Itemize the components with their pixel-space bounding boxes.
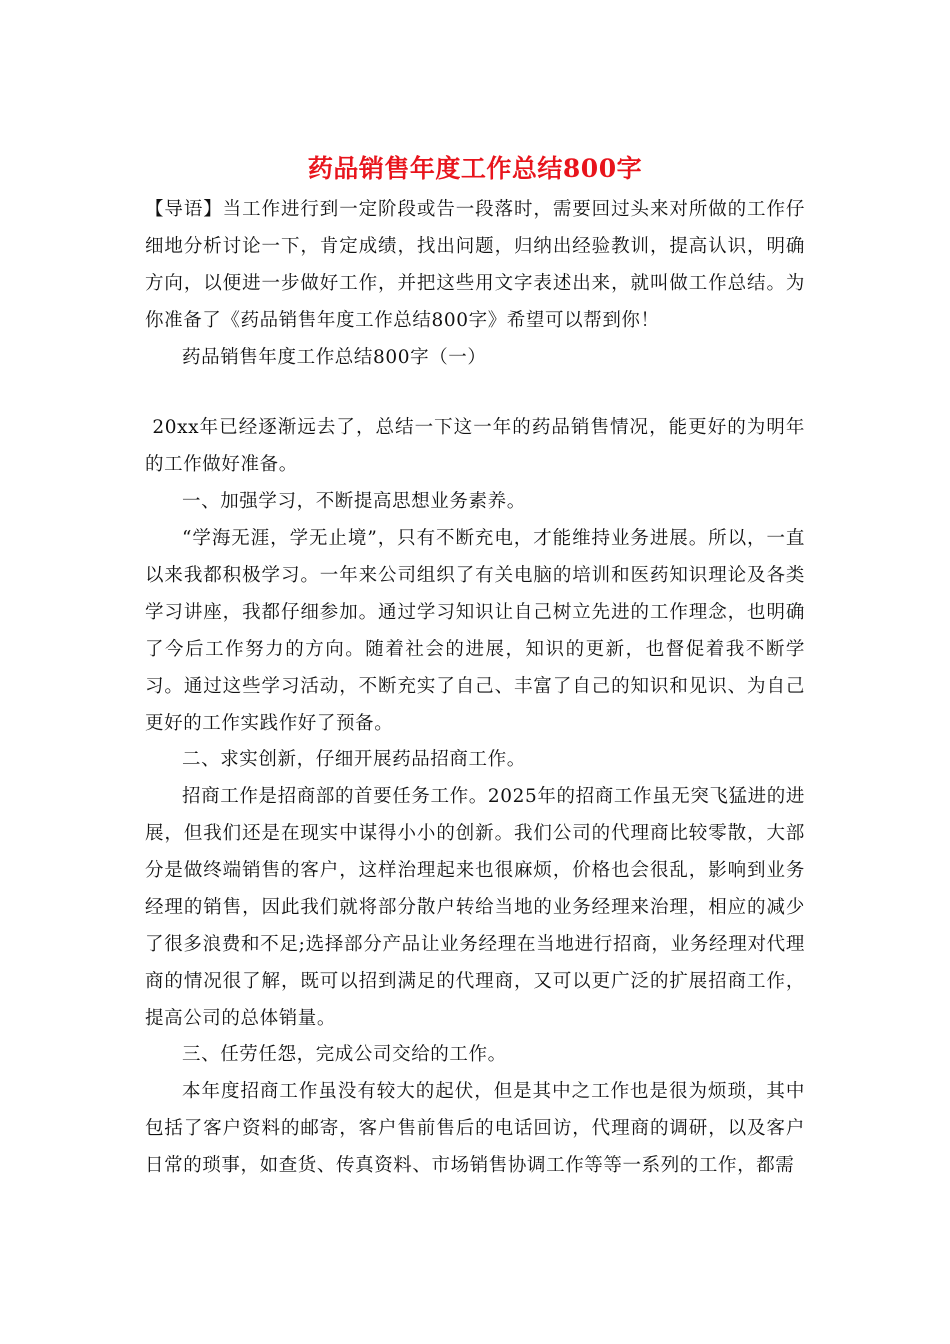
intro-paragraph: 【导语】当工作进行到一定阶段或告一段落时，需要回过头来对所做的工作仔细地分析讨论一下，肯定成绩，找出问题，归纳出经验教训，提高认识，明确方向，以便进一步做好工作，并把这些用文字表述出来，就叫做工作总结。为你准备了《药品销售年度工作总结800字》希望可以帮到你！ bbox=[145, 199, 805, 331]
paragraph-investment: 招商工作是招商部的首要任务工作。2025年的招商工作虽无突飞猛进的进展，但我们还是在现实中谋得小小的创新。我们公司的代理商比较零散，大部分是做终端销售的客户，这样治理起来也很麻烦，价格也会很乱，影响到业务经理的销售，因此我们就将部分散户转给当地的业务经理来治理，相应的减少了很多浪费和不足;选择部分产品让业务经理在当地进行招商，业务经理对代理商的情况很了解，既可以招到满足的代理商，又可以更广泛的扩展招商工作，提高公司的总体销量。 bbox=[145, 786, 805, 1029]
document-title: 药品销售年度工作总结800字 bbox=[307, 154, 643, 183]
heading-three: 三、任劳任怨，完成公司交给的工作。 bbox=[182, 1044, 507, 1065]
paragraph-opening: 20xx年已经逐渐远去了，总结一下这一年的药品销售情况，能更好的为明年的工作做好准备。 bbox=[145, 417, 805, 475]
heading-two: 二、求实创新，仔细开展药品招商工作。 bbox=[182, 749, 526, 770]
paragraph-duties: 本年度招商工作虽没有较大的起伏，但是其中之工作也是很为烦琐，其中包括了客户资料的邮寄，客户售前售后的电话回访，代理商的调研，以及客户日常的琐事，如查货、传真资料、市场销售协调工作等等一系列的工作，都需 bbox=[145, 1081, 805, 1176]
heading-one: 一、加强学习，不断提高思想业务素养。 bbox=[182, 491, 526, 512]
section-subtitle: 药品销售年度工作总结800字（一） bbox=[182, 347, 487, 368]
paragraph-study: “学海无涯，学无止境”，只有不断充电，才能维持业务进展。所以，一直以来我都积极学习。一年来公司组织了有关电脑的培训和医药知识理论及各类学习讲座，我都仔细参加。通过学习知识让自己树立先进的工作理念，也明确了今后工作努力的方向。随着社会的进展，知识的更新，也督促着我不断学习。通过这些学习活动，不断充实了自己、丰富了自己的知识和见识、为自己更好的工作实践作好了预备。 bbox=[145, 528, 805, 734]
